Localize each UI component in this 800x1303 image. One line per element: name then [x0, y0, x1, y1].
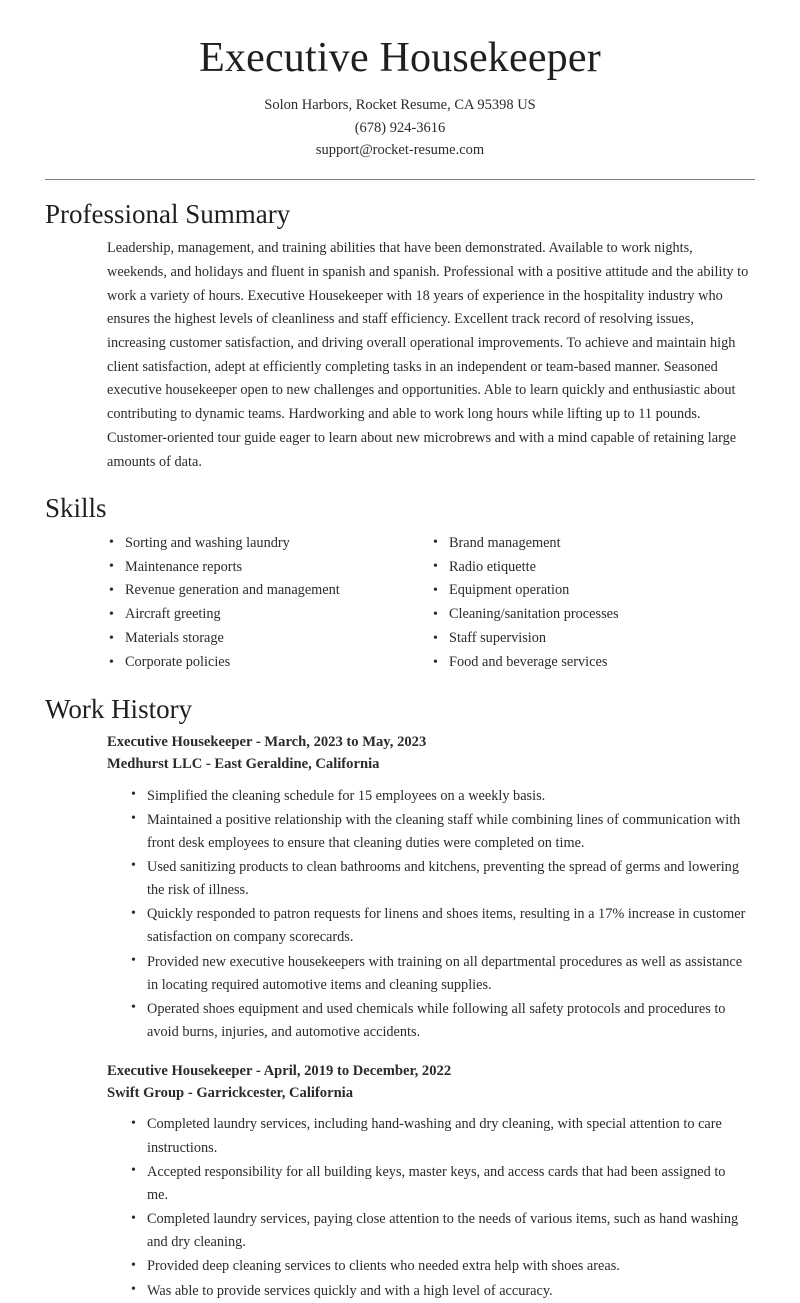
work-history-entry: [45, 732, 755, 1044]
list-item: • Maintenance reports: [107, 556, 431, 580]
list-item: • Cleaning/sanitation processes: [431, 603, 755, 627]
list-item: • Quickly responded to patron requests for linens and shoes items, resulting in a 17% increase in customer satisfaction on company scorecards.: [129, 903, 749, 949]
section-title-work-history: Work History: [45, 693, 193, 724]
list-item: • Equipment operation: [431, 579, 755, 603]
list-item: • Food and beverage services: [431, 651, 755, 675]
header-divider: [45, 179, 755, 180]
list-item: • Operated shoes equipment and used chemicals while following all safety protocols and procedures to avoid burns, injuries, and automotive accidents.: [129, 998, 749, 1044]
list-item: • Revenue generation and management: [107, 579, 431, 603]
work-history-entry: [45, 1061, 755, 1302]
job-bullet-list: [107, 1113, 755, 1302]
list-item: • Accepted responsibility for all building keys, master keys, and access cards that had been assigned to me.: [129, 1161, 749, 1207]
list-item: • Brand management: [431, 532, 755, 556]
list-item: • Radio etiquette: [431, 556, 755, 580]
job-company-line: Medhurst LLC - East Geraldine, California: [107, 755, 380, 772]
list-item: • Aircraft greeting: [107, 603, 431, 627]
section-skills: [45, 492, 755, 675]
contact-email: support@rocket-resume.com: [315, 142, 485, 159]
list-item: • Sorting and washing laundry: [107, 532, 431, 556]
list-item: • Staff supervision: [431, 627, 755, 651]
list-item: • Provided new executive housekeepers with training on all departmental procedures as well as assistance in locating required automotive items and cleaning supplies.: [129, 951, 749, 997]
page-title: Executive Housekeeper: [199, 35, 601, 81]
skills-column-left: [107, 532, 431, 675]
list-item: • Maintained a positive relationship with the cleaning staff while combining lines of communication with front desk employees to ensure that cleaning duties were completed on time.: [129, 809, 749, 855]
skills-columns: [45, 532, 755, 675]
job-title-line: Executive Housekeeper - April, 2019 to December, 2022: [107, 1063, 452, 1080]
job-company-line: Swift Group - Garrickcester, California: [107, 1084, 354, 1101]
list-item: • Provided deep cleaning services to clients who needed extra help with shoes areas.: [129, 1255, 749, 1278]
list-item: • Was able to provide services quickly and with a high level of accuracy.: [129, 1280, 749, 1303]
skills-list-right: [431, 532, 755, 675]
work-history-list: [45, 732, 755, 1302]
contact-phone: (678) 924-3616: [354, 119, 446, 136]
list-item: • Completed laundry services, paying close attention to the needs of various items, such as hand washing and dry cleaning.: [129, 1208, 749, 1254]
skills-column-right: [431, 532, 755, 675]
section-title-summary: Professional Summary: [45, 198, 291, 229]
job-title-line: Executive Housekeeper - March, 2023 to May, 2023: [107, 734, 427, 751]
summary-text: Leadership, management, and training abilities that have been demonstrated. Available to work nights, weekends, and holidays and fluent in spanish and spanish. Professional with a positive attitude and the ability to work a variety of hours. Executive Housekeeper with 18 years of experience in the hospitality industry who ensures the highest levels of cleanliness and staff efficiency. Excellent track record of resolving issues, increasing customer satisfaction, and driving overall operational improvements. To achieve and maintain high client satisfaction, adept at efficiently completing tasks in an independent or team-based manner. Seasoned executive housekeeper open to new challenges and opportunities. Able to learn quickly and enthusiastic about contributing to dynamic teams. Hardworking and able to work long hours while lifting up to 11 pounds. Customer-oriented tour guide eager to learn about new microbrews and with a mind capable of retaining large amounts of data.: [107, 240, 749, 470]
list-item: • Corporate policies: [107, 651, 431, 675]
contact-address: Solon Harbors, Rocket Resume, CA 95398 US: [264, 97, 536, 114]
contact-block: [45, 94, 755, 161]
list-item: • Completed laundry services, including hand-washing and dry cleaning, with special attention to care instructions.: [129, 1113, 749, 1159]
skills-list-left: [107, 532, 431, 675]
list-item: • Used sanitizing products to clean bathrooms and kitchens, preventing the spread of germs and lowering the risk of illness.: [129, 856, 749, 902]
job-bullet-list: [107, 785, 755, 1045]
section-title-skills: Skills: [45, 493, 107, 524]
list-item: • Materials storage: [107, 627, 431, 651]
section-work-history: [45, 693, 755, 1303]
list-item: • Simplified the cleaning schedule for 15 employees on a weekly basis.: [129, 785, 749, 808]
section-professional-summary: [45, 198, 755, 475]
summary-body: [45, 237, 755, 474]
